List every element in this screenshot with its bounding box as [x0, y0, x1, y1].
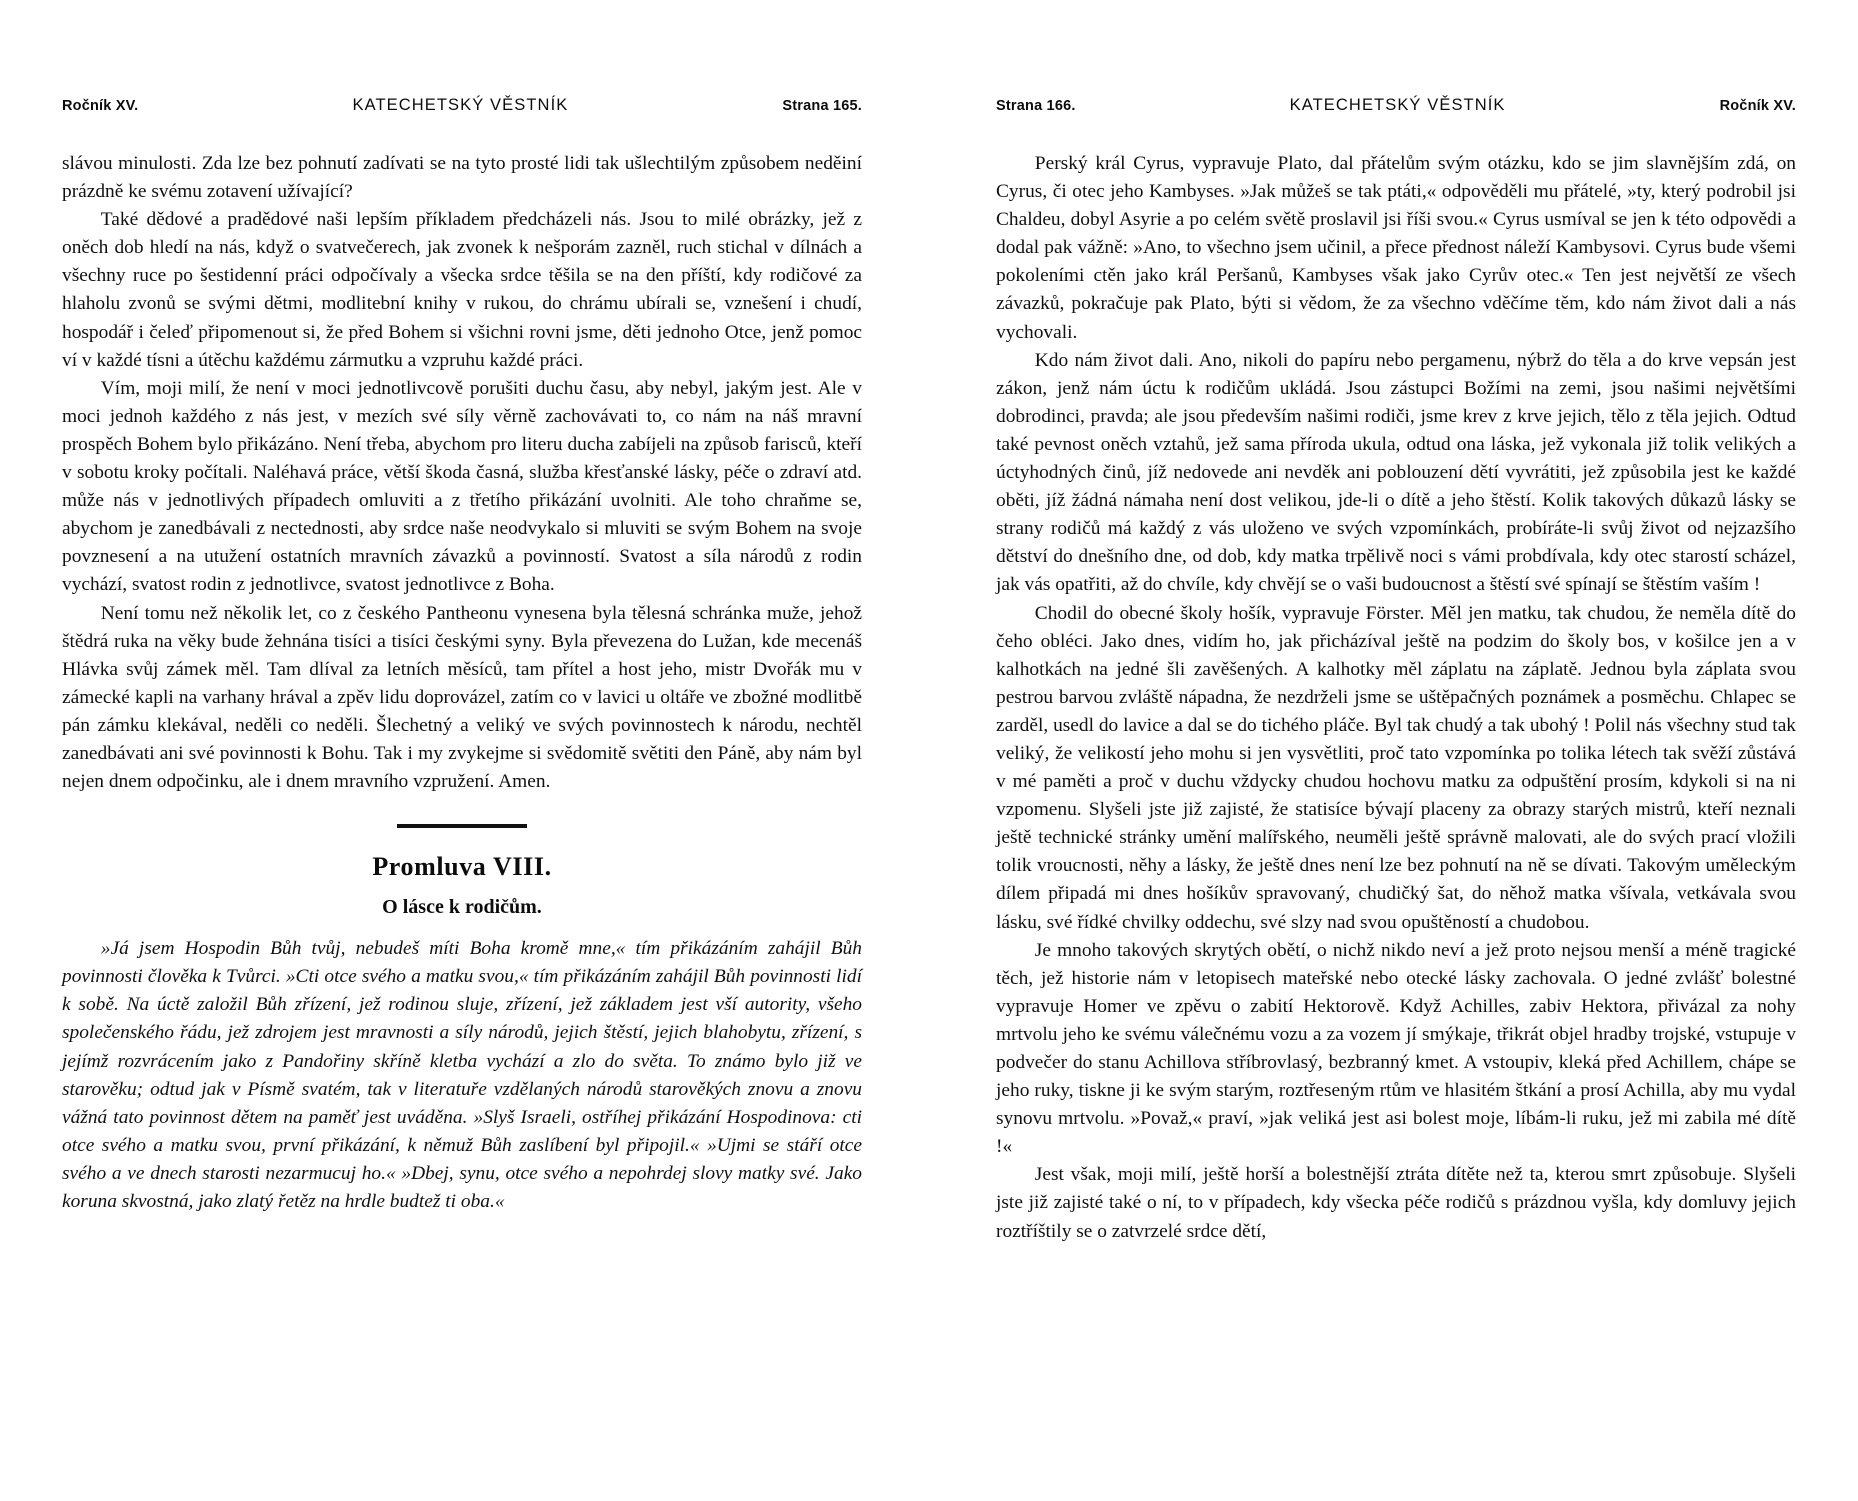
- right-page-column: [996, 96, 1796, 1461]
- right-header-page: Strana 166.: [996, 98, 1076, 114]
- paragraph: Jest však, moji milí, ještě horší a bolestnější ztráta dítěte než ta, kterou smrt způsobuje. Slyšeli jste již zajisté také o ní, to v případech, kdy všecka péče rodičů s prázdnou vyšla, kdy domluvy jejich roztříštily se o zatvrzelé srdce dětí,: [996, 1164, 1796, 1242]
- right-header-title: KATECHETSKÝ VĚSTNÍK: [1289, 96, 1506, 114]
- left-running-head: [62, 96, 862, 116]
- right-body-text: [996, 150, 1796, 1246]
- page-gutter: [862, 96, 996, 1461]
- paragraph: »Já jsem Hospodin Bůh tvůj, nebudeš míti Boha kromě mne,« tím přikázáním zahájil Bůh povinnosti člověka k Tvůrci. »Cti otce svého a matku svou,« tím přikázáním zahájil Bůh povinnosti lidí k sobě. Na úctě založil Bůh zřízení, jež rodinou sluje, zřízení, jež základem jest vší autority, všeho společenského řádu, jež zdrojem jest mravnosti a síly národů, jejich štěstí, jejich blahobytu, zřízení, s jejímž rozvrácením jako z Pandořiny skříně kletba vychází a zlo do světa. To známo bylo již ve starověku; odtud jak v Písmě svatém, tak v literatuře vzdělaných národů starověkých znovu a znovu vážná tato povinnost dětem na paměť jest uváděna. »Slyš Israeli, ostříhej přikázání Hospodinova: cti otce svého a matku svou, první přikázání, k němuž Bůh zaslíbení byl připojil.« »Ujmi se stáří otce svého a ve dnech starosti nezarmucuj ho.« »Dbej, synu, otce svého a nepohrdej slovy matky své. Jako koruna skvostná, jako zlatý řetěz na hrdle budtež ti oba.«: [62, 938, 862, 1212]
- right-running-head: [996, 96, 1796, 116]
- paragraph: Kdo nám život dali. Ano, nikoli do papíru nebo pergamenu, nýbrž do těla a do krve vepsán jest zákon, jenž nám úctu k rodičům ukládá. Jsou zástupci Božími na zemi, jsou našimi největšími dobrodinci, pravda; ale jsou především našimi rodiči, jsme krev z krve jejich, tělo z těla jejich. Odtud také pevnost oněch vztahů, jež sama příroda ukula, odtud ona láska, jež vykonala již tolik velikých a úctyhodných činů, jíž nedovede ani nevděk ani poblouzení dětí vyvrátiti, jež způsobila jest ke každé oběti, jíž žádná námaha není dost velikou, jde-li o dítě a jeho štěstí. Kolik takových důkazů lásky se strany rodičů má každý z vás uloženo ve svých vzpomínkách, probíráte-li svůj život od nejzazšího dětství do dnešního dne, od dob, kdy matka trpělivě noci s vámi probdívala, kdy otec starostí scházel, jak vás opatřiti, až do chvíle, kdy chvějí se o vaši budoucnost a štěstí své spínají se štěstím vaším !: [996, 349, 1796, 596]
- paragraph: Vím, moji milí, že není v moci jednotlivcově porušiti duchu času, aby nebyl, jakým jest. Ale v moci jednoh každého z nás jest, v mezích své síly věrně zachovávati to, co nám na náš mravní prospěch Bohem bylo přikázáno. Není třeba, abychom pro literu ducha zabíjeli na způsob farisců, kteří v sobotu kroky počítali. Naléhavá práce, větší škoda časná, služba křesťanské lásky, péče o zdraví atd. může nás v jednotlivých případech omluviti a z třetího přikázání uvolniti. Ale toho chraňme se, abychom je zanedbávali z nectednosti, aby srdce naše neodvykalo si mluviti se svým Bohem na svoje povznesení a na utužení ostatních mravních závazků a povinností. Svatost a síla národů z rodin vychází, svatost rodin z jednotlivce, svatost jednotlivce z Boha.: [62, 377, 862, 596]
- left-header-volume: Ročník XV.: [62, 98, 139, 114]
- left-section-body: [62, 935, 862, 1216]
- paragraph: Není tomu než několik let, co z českého Pantheonu vynesena byla tělesná schránka muže, jehož štědrá ruka na věky bude žehnána tisíci a tisíci českými syny. Byla převezena do Lužan, kde mecenáš Hlávka svůj zámek měl. Tam dlíval za letních měsíců, tam přítel a host jeho, mistr Dvořák mu v zámecké kapli na varhany hrával a zpěv lidu doprovázel, zatím co v lavici u oltáře ve zbožné modlitbě pán zámku klekával, neděli co neděli. Šlechetný a veliký ve svých povinnostech k národu, nechtěl zanedbávati ani své povinnosti k Bohu. Tak i my zvykejme si svědomitě světiti den Páně, aby nám byl nejen dnem odpočinku, ale i dnem mravního vzpružení. Amen.: [62, 602, 862, 793]
- right-header-volume: Ročník XV.: [1719, 98, 1796, 114]
- left-body-text: [62, 150, 862, 796]
- section-title: Promluva VIII.: [372, 852, 552, 882]
- paragraph: Také dědové a pradědové naši lepším příkladem předcházeli nás. Jsou to milé obrázky, jež z oněch dob hledí na nás, když o svatvečerech, jak zvonek k nešporám zazněl, ruch stichal v dílnách a všechny ruce po šestidenní práci odpočívaly a všecka srdce těšila se na den příští, kdy rodičové za hlaholu zvonů se svými dětmi, modlitební knihy v rukou, do chrámu ubírali se, vznešení i chudí, hospodář i čeleď připomenout si, že před Bohem si všichni rovni jsme, děti jednoho Otce, jenž pomoc ví v každé tísni a útěchu každému zármutku a vzpruhu každé práci.: [62, 209, 862, 371]
- left-header-title: KATECHETSKÝ VĚSTNÍK: [352, 96, 569, 114]
- paragraph: Je mnoho takových skrytých obětí, o nichž nikdo neví a jež proto nejsou menší a méně tragické těch, jež historie nám v letopisech mateřské nebo otecké lásky zachovala. O jedné zvlášť bolestné vypravuje Homer ve zpěvu o zabití Hektorově. Když Achilles, zabiv Hektora, přivázal za nohy mrtvolu jeho ke svému válečnému vozu a za vozem jí smýkaje, třikrát objel hradby trojské, vstupuje v podvečer do stanu Achillova stříbrovlasý, bezbranný kmet. A vstoupiv, kleká před Achillem, chápe se jeho ruky, tiskne ji ke svým starým, roztřeseným rtům ve hlasitém štkání a prosí Achilla, aby mu vydal synovu mrtvolu. »Považ,« praví, »jak veliká jest asi bolest moje, líbám-li ruku, jež mi zabila mé dítě !«: [996, 939, 1796, 1158]
- left-page-column: [62, 96, 862, 1461]
- left-header-page: Strana 165.: [782, 98, 862, 114]
- paragraph: Chodil do obecné školy hošík, vypravuje Förster. Měl jen matku, tak chudou, že neměla dítě do čeho obléci. Jako dnes, vidím ho, jak přicházíval ještě na podzim do školy bos, v košilce jen a v kalhotkách na jedné šli zavěšených. A kalhotky měl záplatu na záplatě. Jednou byla záplata svou pestrou barvou zvláště nápadna, že nezdrželi jsme se uštěpačných poznámek a posměchu. Chlapec se zarděl, usedl do lavice a dal se do tichého pláče. Byl tak chudý a tak ubohý ! Polil nás všechny stud tak veliký, že velikostí jeho mohu si jen vysvětliti, proč tato vzpomínka po tolika létech tak svěží zůstává v mé paměti a proč v duchu vždycky chudou hochovu matku za odpuštění prosím, kdykoli si na ni vzpomenu. Slyšeli jste již zajisté, že statisíce bývají placeny za obrazy starých mistrů, kteří neznali ještě technické stránky umění malířského, neuměli ještě správně malovati, ale do svých prací vložili tolik vroucnosti, něhy a lásky, že ještě dnes není lze bez pohnutí na ně se dívati. Takovým uměleckým dílem připadá mi dnes hošíkův spravovaný, chudičký šat, do něhož matka všívala, vetkávala svou lásku, své řídké chvilky oddechu, své slzy nad svou opuštěností a chudobou.: [996, 602, 1796, 933]
- section-divider-rule: [397, 824, 527, 828]
- paragraph: Perský král Cyrus, vypravuje Plato, dal přátelům svým otázku, kdo se jim slavnějším zdá, on Cyrus, či otec jeho Kambyses. »Jak můžeš se tak ptáti,« odpověděli mu přátelé, »ty, který podrobil jsi Chaldeu, dobyl Asyrie a po celém světě proslavil jsi říši svou.« Cyrus usmíval se jen k této odpovědi a dodal pak vážně: »Ano, to všechno jsem učinil, a přece přednost náleží Kambysovi. Cyrus bude všemi pokoleními ctěn jako král Peršanů, Kambyses však jako Cyrův otec.« Ten jest největší ze všech závazků, pokračuje pak Plato, býti si vědom, že za všechno vděčíme těm, kdo nám život dali a nás vychovali.: [996, 153, 1796, 343]
- section-subtitle: O lásce k rodičům.: [382, 896, 542, 919]
- paragraph: slávou minulosti. Zda lze bez pohnutí zadívati se na tyto prosté lidi tak ušlechtilým způsobem neděiní prázdně ke svému zotavení užívající?: [62, 153, 862, 203]
